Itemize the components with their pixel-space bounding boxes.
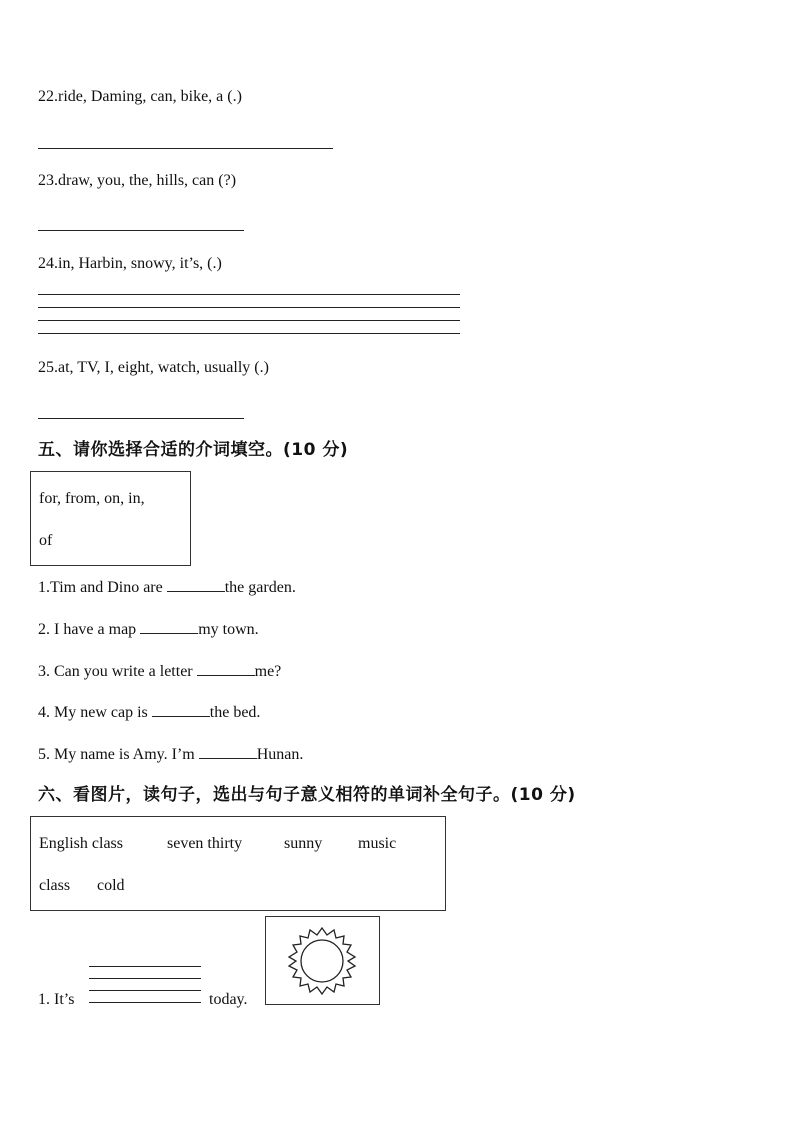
word-bank-box [30,816,446,911]
word-box-line-2: of [39,532,53,549]
question-22: 22.ride, Daming, can, bike, a (.) [38,88,242,105]
answer-line-22[interactable] [38,148,333,149]
section-5-heading: 五、请你选择合适的介词填空。(10 分) [38,440,349,460]
fill-question-5-text: 5. My name is Amy. I’m [38,746,199,763]
question-25: 25.at, TV, I, eight, watch, usually (.) [38,359,269,376]
sun-picture-frame [265,916,380,1005]
picture-question-1-end: today. [209,991,248,1008]
question-23: 23.draw, you, the, hills, can (?) [38,172,237,189]
fill-question-3-text: 3. Can you write a letter [38,663,197,680]
fill-question-1 [38,577,296,598]
fill-question-2 [38,619,259,640]
answer-line-23[interactable] [38,230,244,231]
grid-line [38,307,460,308]
fill-question-3 [38,661,281,682]
word-bank-word: class [39,877,71,894]
blank-4[interactable] [152,702,210,717]
blank-1[interactable] [167,577,225,592]
fill-question-1-end: the garden. [224,579,296,596]
fill-question-4-text: 4. My new cap is [38,704,152,721]
fill-question-5 [38,744,303,765]
grid-line [38,294,460,295]
section-6-heading: 六、看图片，读句子，选出与句子意义相符的单词补全句子。(10 分) [38,785,576,805]
blank-5[interactable] [199,744,257,759]
fill-question-4-end: the bed. [209,704,261,721]
grid-line [89,966,201,967]
fill-question-5-end: Hunan. [256,746,304,763]
word-bank-word: seven thirty [167,835,243,852]
word-bank-word: music [358,835,397,852]
word-box [30,471,191,566]
grid-line [38,320,460,321]
fill-question-4 [38,702,260,723]
word-bank-word: cold [97,877,125,894]
word-bank-word: English class [39,835,123,852]
grid-line [38,333,460,334]
blank-3[interactable] [197,661,255,676]
answer-line-25[interactable] [38,418,244,419]
fill-question-2-end: my town. [198,621,259,638]
fill-question-3-end: me? [254,663,282,680]
word-box-line-1: for, from, on, in, [39,490,145,507]
sun-icon [266,917,379,1004]
grid-line [89,1002,201,1003]
grid-line [89,990,201,991]
fill-question-1-text: 1.Tim and Dino are [38,579,167,596]
question-24: 24.in, Harbin, snowy, it’s, (.) [38,255,222,272]
blank-2[interactable] [140,619,198,634]
picture-question-1: 1. It’s [38,991,75,1008]
word-bank-word: sunny [284,835,323,852]
grid-line [89,978,201,979]
fill-question-2-text: 2. I have a map [38,621,141,638]
